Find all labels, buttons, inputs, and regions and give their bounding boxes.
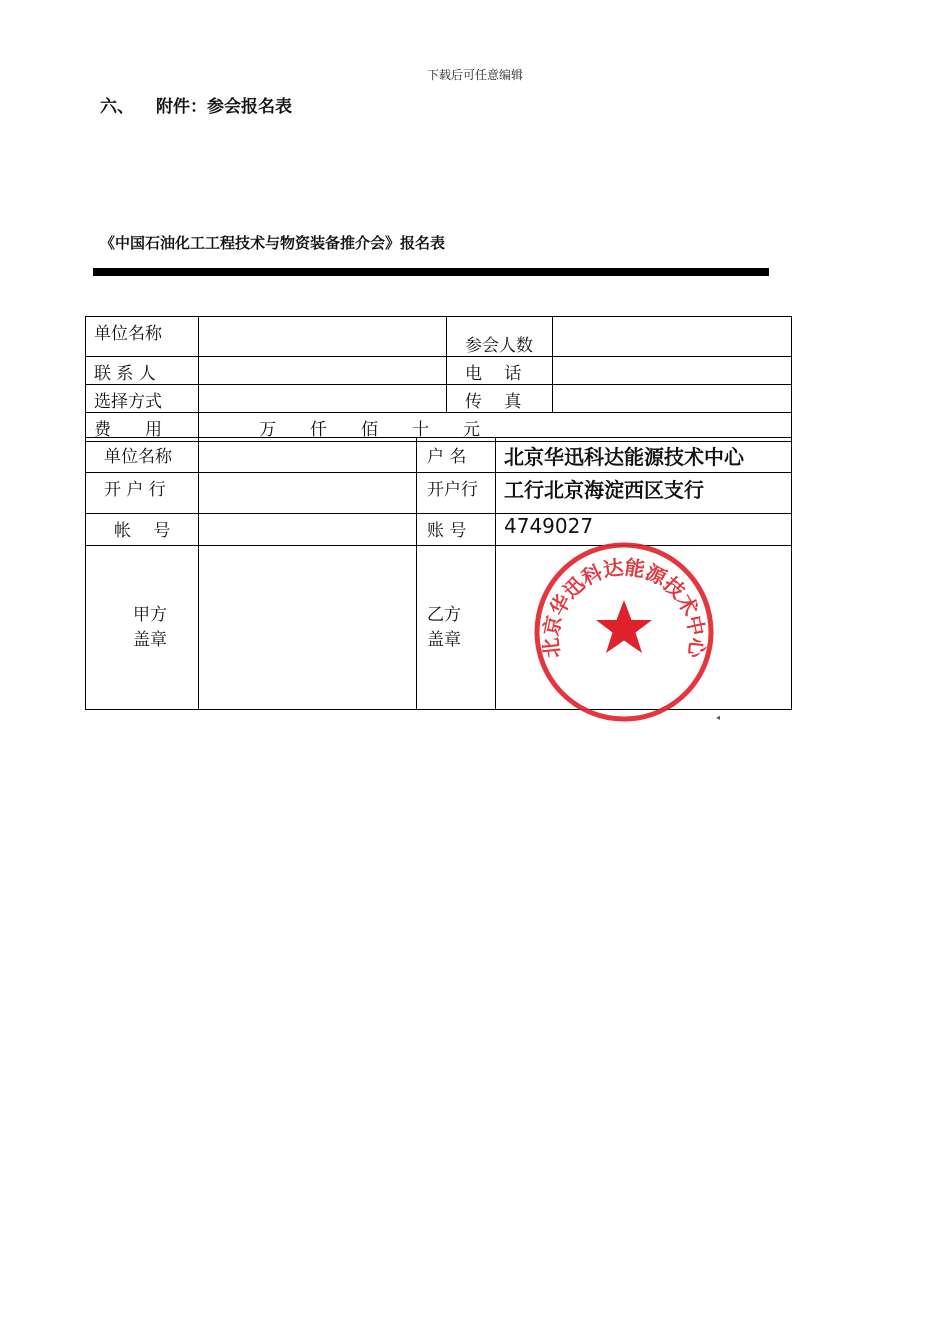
section-title — [100, 92, 292, 117]
anchor-mark-icon: ◂ — [716, 713, 721, 722]
contact-label: 联 系 人 — [86, 357, 199, 385]
table-row — [86, 473, 792, 514]
fee-label: 费 用 — [86, 413, 199, 442]
form-title: 《中国石油化工工程技术与物资装备推介会》报名表 — [100, 234, 446, 252]
title-rule — [93, 268, 769, 276]
phone-field[interactable] — [553, 357, 792, 385]
account-name-value — [496, 438, 792, 473]
party-b-line2: 盖章 — [427, 630, 461, 650]
party-b-seal-label — [417, 546, 496, 710]
payee-account-label: 账 号 — [417, 514, 496, 546]
unit-name-label: 单位名称 — [86, 317, 199, 357]
payee-bank-label: 开户行 — [417, 473, 496, 514]
attendees-field[interactable] — [553, 317, 792, 357]
contact-field[interactable] — [199, 357, 447, 385]
method-field[interactable] — [199, 385, 447, 413]
account-no-field[interactable] — [199, 514, 417, 546]
party-a-line1: 甲方 — [133, 605, 167, 625]
party-b-line1: 乙方 — [427, 605, 461, 625]
table-row — [86, 438, 792, 473]
account-no-label: 帐 号 — [86, 514, 199, 546]
table-row — [86, 317, 792, 357]
account-name-label: 户 名 — [417, 438, 496, 473]
bank-field[interactable] — [199, 473, 417, 514]
unit-name-field[interactable] — [199, 317, 447, 357]
party-a-line2: 盖章 — [133, 630, 167, 650]
header-note: 下载后可任意编辑 — [426, 68, 523, 82]
payer-unit-field[interactable] — [199, 438, 417, 473]
bank-label: 开 户 行 — [86, 473, 199, 514]
section-title-text: 附件：参会报名表 — [156, 97, 292, 117]
phone-label: 电 话 — [447, 357, 553, 385]
attendees-label: 参会人数 — [447, 317, 553, 357]
fax-label: 传 真 — [447, 385, 553, 413]
stamp-star-icon — [596, 600, 652, 653]
party-a-seal-label — [86, 546, 199, 710]
fee-units: 万 仟 佰 十 元 — [259, 420, 480, 440]
stamp-text: 北京华迅科达能源技术中心 — [538, 554, 710, 660]
payer-unit-label: 单位名称 — [86, 438, 199, 473]
party-a-seal-field[interactable] — [199, 546, 417, 710]
registration-table — [85, 316, 792, 442]
fax-field[interactable] — [553, 385, 792, 413]
payee-bank-value — [496, 473, 792, 514]
payee-account-text: 4749027 — [504, 514, 594, 538]
section-number: 六、 — [100, 97, 134, 117]
table-row — [86, 357, 792, 385]
method-label: 选择方式 — [86, 385, 199, 413]
company-stamp — [532, 540, 716, 724]
stamp-svg — [532, 540, 716, 724]
payee-bank-text: 工行北京海淀西区支行 — [504, 478, 704, 502]
account-name-text: 北京华迅科达能源技术中心 — [504, 445, 744, 469]
table-row — [86, 385, 792, 413]
